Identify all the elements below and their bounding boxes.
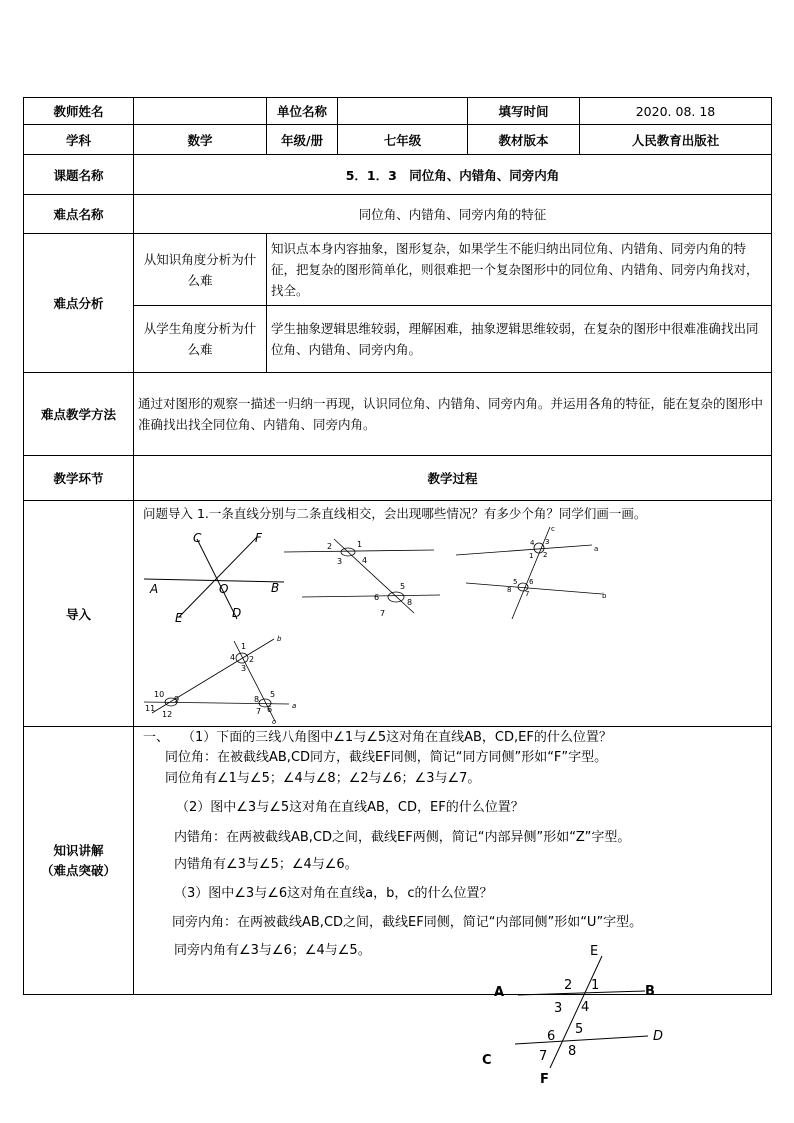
title-value: 5．1．3 同位角、内错角、同旁内角 bbox=[134, 155, 772, 195]
title-label: 课题名称 bbox=[24, 155, 134, 195]
fig3-label-6: 6 bbox=[529, 578, 534, 586]
fig2-label-7: 7 bbox=[380, 609, 386, 618]
fig3-label-7: 7 bbox=[525, 590, 530, 598]
unit-value bbox=[338, 98, 468, 125]
fig4-label-6: 6 bbox=[267, 705, 273, 714]
knowledge-line-3: 同位角有∠1与∠5；∠4与∠8；∠2与∠6；∠3与∠7。 bbox=[165, 771, 481, 786]
subject-label: 学科 bbox=[24, 125, 134, 155]
knowledge-line-4: （2）图中∠3与∠5这对角在直线AB，CD，EF的什么位置？ bbox=[176, 800, 524, 815]
fig3-label-1: 1 bbox=[529, 552, 534, 560]
figure-intersecting-lines bbox=[139, 529, 289, 624]
fig2-label-5: 5 bbox=[400, 582, 406, 591]
intro-label: 导入 bbox=[24, 501, 134, 727]
process-label: 教学过程 bbox=[134, 456, 772, 501]
knowledge-label: 知识讲解 bbox=[53, 842, 104, 858]
fig2-label-2: 2 bbox=[327, 542, 333, 551]
fig1-label-o: O bbox=[219, 582, 229, 596]
knowledge-line-9: 同旁内角有∠3与∠6；∠4与∠5。 bbox=[174, 943, 371, 958]
fig3-label-a: a bbox=[594, 545, 599, 553]
intro-row bbox=[24, 501, 772, 727]
fig3-label-8: 8 bbox=[507, 586, 512, 594]
fig3-label-5: 5 bbox=[513, 578, 518, 586]
fig-label-b: B bbox=[645, 984, 655, 999]
fig1-label-b: B bbox=[271, 581, 280, 595]
method-text: 通过对图形的观察一描述一归纳一再现，认识同位角、内错角、同旁内角。并运用各角的特征，能在复杂的图形中准确找出找全同位角、内错角、同旁内角。 bbox=[134, 373, 772, 456]
knowledge-line-8: 同旁内角：在两被截线AB,CD之间，截线EF同侧，简记“内部同侧”形如“U”字型。 bbox=[172, 915, 643, 930]
fig-label-8: 8 bbox=[568, 1044, 577, 1059]
fig1-label-d: D bbox=[232, 606, 242, 620]
fig-label-3: 3 bbox=[554, 1001, 563, 1016]
knowledge-angle-label: 从知识角度分析为什么难 bbox=[134, 234, 267, 306]
fig-label-e: E bbox=[590, 944, 599, 959]
subject-value: 数学 bbox=[134, 125, 267, 155]
figure-nonparallel-transversal bbox=[452, 521, 612, 621]
grade-label: 年级/册 bbox=[267, 125, 338, 155]
fig3-label-b: b bbox=[602, 592, 607, 600]
fig4-label-1: 1 bbox=[241, 642, 247, 651]
difficulty-label: 难点名称 bbox=[24, 195, 134, 234]
fig3-label-4: 4 bbox=[530, 539, 535, 547]
intro-cell bbox=[134, 501, 772, 727]
difficulty-value: 同位角、内错角、同旁内角的特征 bbox=[134, 195, 772, 234]
fig4-label-c: c bbox=[272, 718, 276, 726]
fig4-label-9: 9 bbox=[174, 695, 180, 704]
fig2-label-3: 3 bbox=[337, 557, 343, 566]
fig1-label-e: E bbox=[175, 611, 183, 624]
knowledge-line-2: 同位角：在被截线AB,CD同方，截线EF同侧，简记“同方同侧”形如“F”字型。 bbox=[165, 750, 608, 765]
fig-label-5: 5 bbox=[575, 1022, 584, 1037]
teacher-value bbox=[134, 98, 267, 125]
difficulty-row bbox=[24, 195, 772, 234]
figure-triangle-angles bbox=[134, 631, 309, 726]
figure-three-lines-eight-angles bbox=[470, 940, 700, 1090]
method-row bbox=[24, 373, 772, 456]
figure-parallel-transversal bbox=[282, 527, 442, 622]
teacher-label: 教师姓名 bbox=[24, 98, 134, 125]
knowledge-angle-text: 知识点本身内容抽象，图形复杂，如果学生不能归纳出同位角、内错角、同旁内角的特征，把复杂的图形简单化，则很难把一个复杂图形中的同位角、内错角、同旁内角找对，找全。 bbox=[267, 234, 772, 306]
fig4-label-8: 8 bbox=[254, 695, 260, 704]
fig1-label-f: F bbox=[255, 531, 262, 545]
fig4-label-4: 4 bbox=[230, 653, 236, 662]
analysis-row-2 bbox=[24, 306, 772, 373]
fig4-label-a: a bbox=[292, 702, 297, 710]
fig-label-7: 7 bbox=[539, 1049, 548, 1064]
analysis-label: 难点分析 bbox=[24, 234, 134, 373]
fig-label-4: 4 bbox=[581, 1000, 590, 1015]
fig-label-d: D bbox=[653, 1029, 664, 1044]
header-row-1 bbox=[24, 98, 772, 125]
fig4-label-7: 7 bbox=[256, 707, 262, 716]
fig4-label-11: 11 bbox=[145, 704, 156, 713]
knowledge-label-sub: （难点突破） bbox=[40, 862, 116, 878]
fig3-label-c: c bbox=[551, 525, 555, 533]
fig3-label-2: 2 bbox=[543, 551, 548, 559]
intro-question: 问题导入 1.一条直线分别与二条直线相交，会出现哪些情况？有多少个角？同学们画一画。 bbox=[143, 506, 647, 521]
fig2-label-4: 4 bbox=[362, 556, 368, 565]
fig2-label-1: 1 bbox=[357, 540, 363, 549]
fig-label-2: 2 bbox=[564, 978, 573, 993]
edition-label: 教材版本 bbox=[468, 125, 580, 155]
student-angle-label: 从学生角度分析为什么难 bbox=[134, 306, 267, 373]
grade-value: 七年级 bbox=[338, 125, 468, 155]
knowledge-label-cell bbox=[24, 727, 134, 995]
knowledge-line-7: （3）图中∠3与∠6这对角在直线a，b，c的什么位置？ bbox=[174, 886, 493, 901]
fig4-label-3: 3 bbox=[241, 664, 247, 673]
lesson-plan-table bbox=[23, 97, 772, 995]
process-header-row bbox=[24, 456, 772, 501]
fig4-label-b: b bbox=[277, 635, 282, 643]
date-label: 填写时间 bbox=[468, 98, 580, 125]
knowledge-line-6: 内错角有∠3与∠5；∠4与∠6。 bbox=[174, 857, 358, 872]
fig2-label-6: 6 bbox=[374, 593, 380, 602]
student-angle-text: 学生抽象逻辑思维较弱，理解困难，抽象逻辑思维较弱，在复杂的图形中很难准确找出同位角、内错角、同旁内角。 bbox=[267, 306, 772, 373]
fig3-label-3: 3 bbox=[545, 538, 550, 546]
fig-label-1: 1 bbox=[591, 978, 600, 993]
analysis-row-1 bbox=[24, 234, 772, 306]
fig-label-6: 6 bbox=[547, 1029, 556, 1044]
fig1-label-a: A bbox=[150, 582, 159, 596]
date-value: 2020. 08. 18 bbox=[580, 98, 772, 125]
fig1-label-c: C bbox=[193, 531, 202, 545]
fig2-label-8: 8 bbox=[407, 598, 413, 607]
method-label: 难点教学方法 bbox=[24, 373, 134, 456]
fig4-label-12: 12 bbox=[162, 710, 173, 719]
fig-label-f: F bbox=[540, 1072, 549, 1087]
fig-label-a: A bbox=[494, 985, 505, 1000]
title-row bbox=[24, 155, 772, 195]
unit-label: 单位名称 bbox=[267, 98, 338, 125]
header-row-2 bbox=[24, 125, 772, 155]
knowledge-line-5: 内错角：在两被截线AB,CD之间，截线EF两侧，简记“内部异侧”形如“Z”字型。 bbox=[174, 830, 631, 845]
edition-value: 人民教育出版社 bbox=[580, 125, 772, 155]
fig4-label-10: 10 bbox=[154, 690, 165, 699]
fig4-label-5: 5 bbox=[270, 690, 276, 699]
knowledge-line-1: 一、 （1）下面的三线八角图中∠1与∠5这对角在直线AB，CD,EF的什么位置？ bbox=[143, 730, 612, 745]
stage-label: 教学环节 bbox=[24, 456, 134, 501]
fig-label-c: C bbox=[482, 1053, 492, 1068]
fig4-label-2: 2 bbox=[249, 655, 255, 664]
